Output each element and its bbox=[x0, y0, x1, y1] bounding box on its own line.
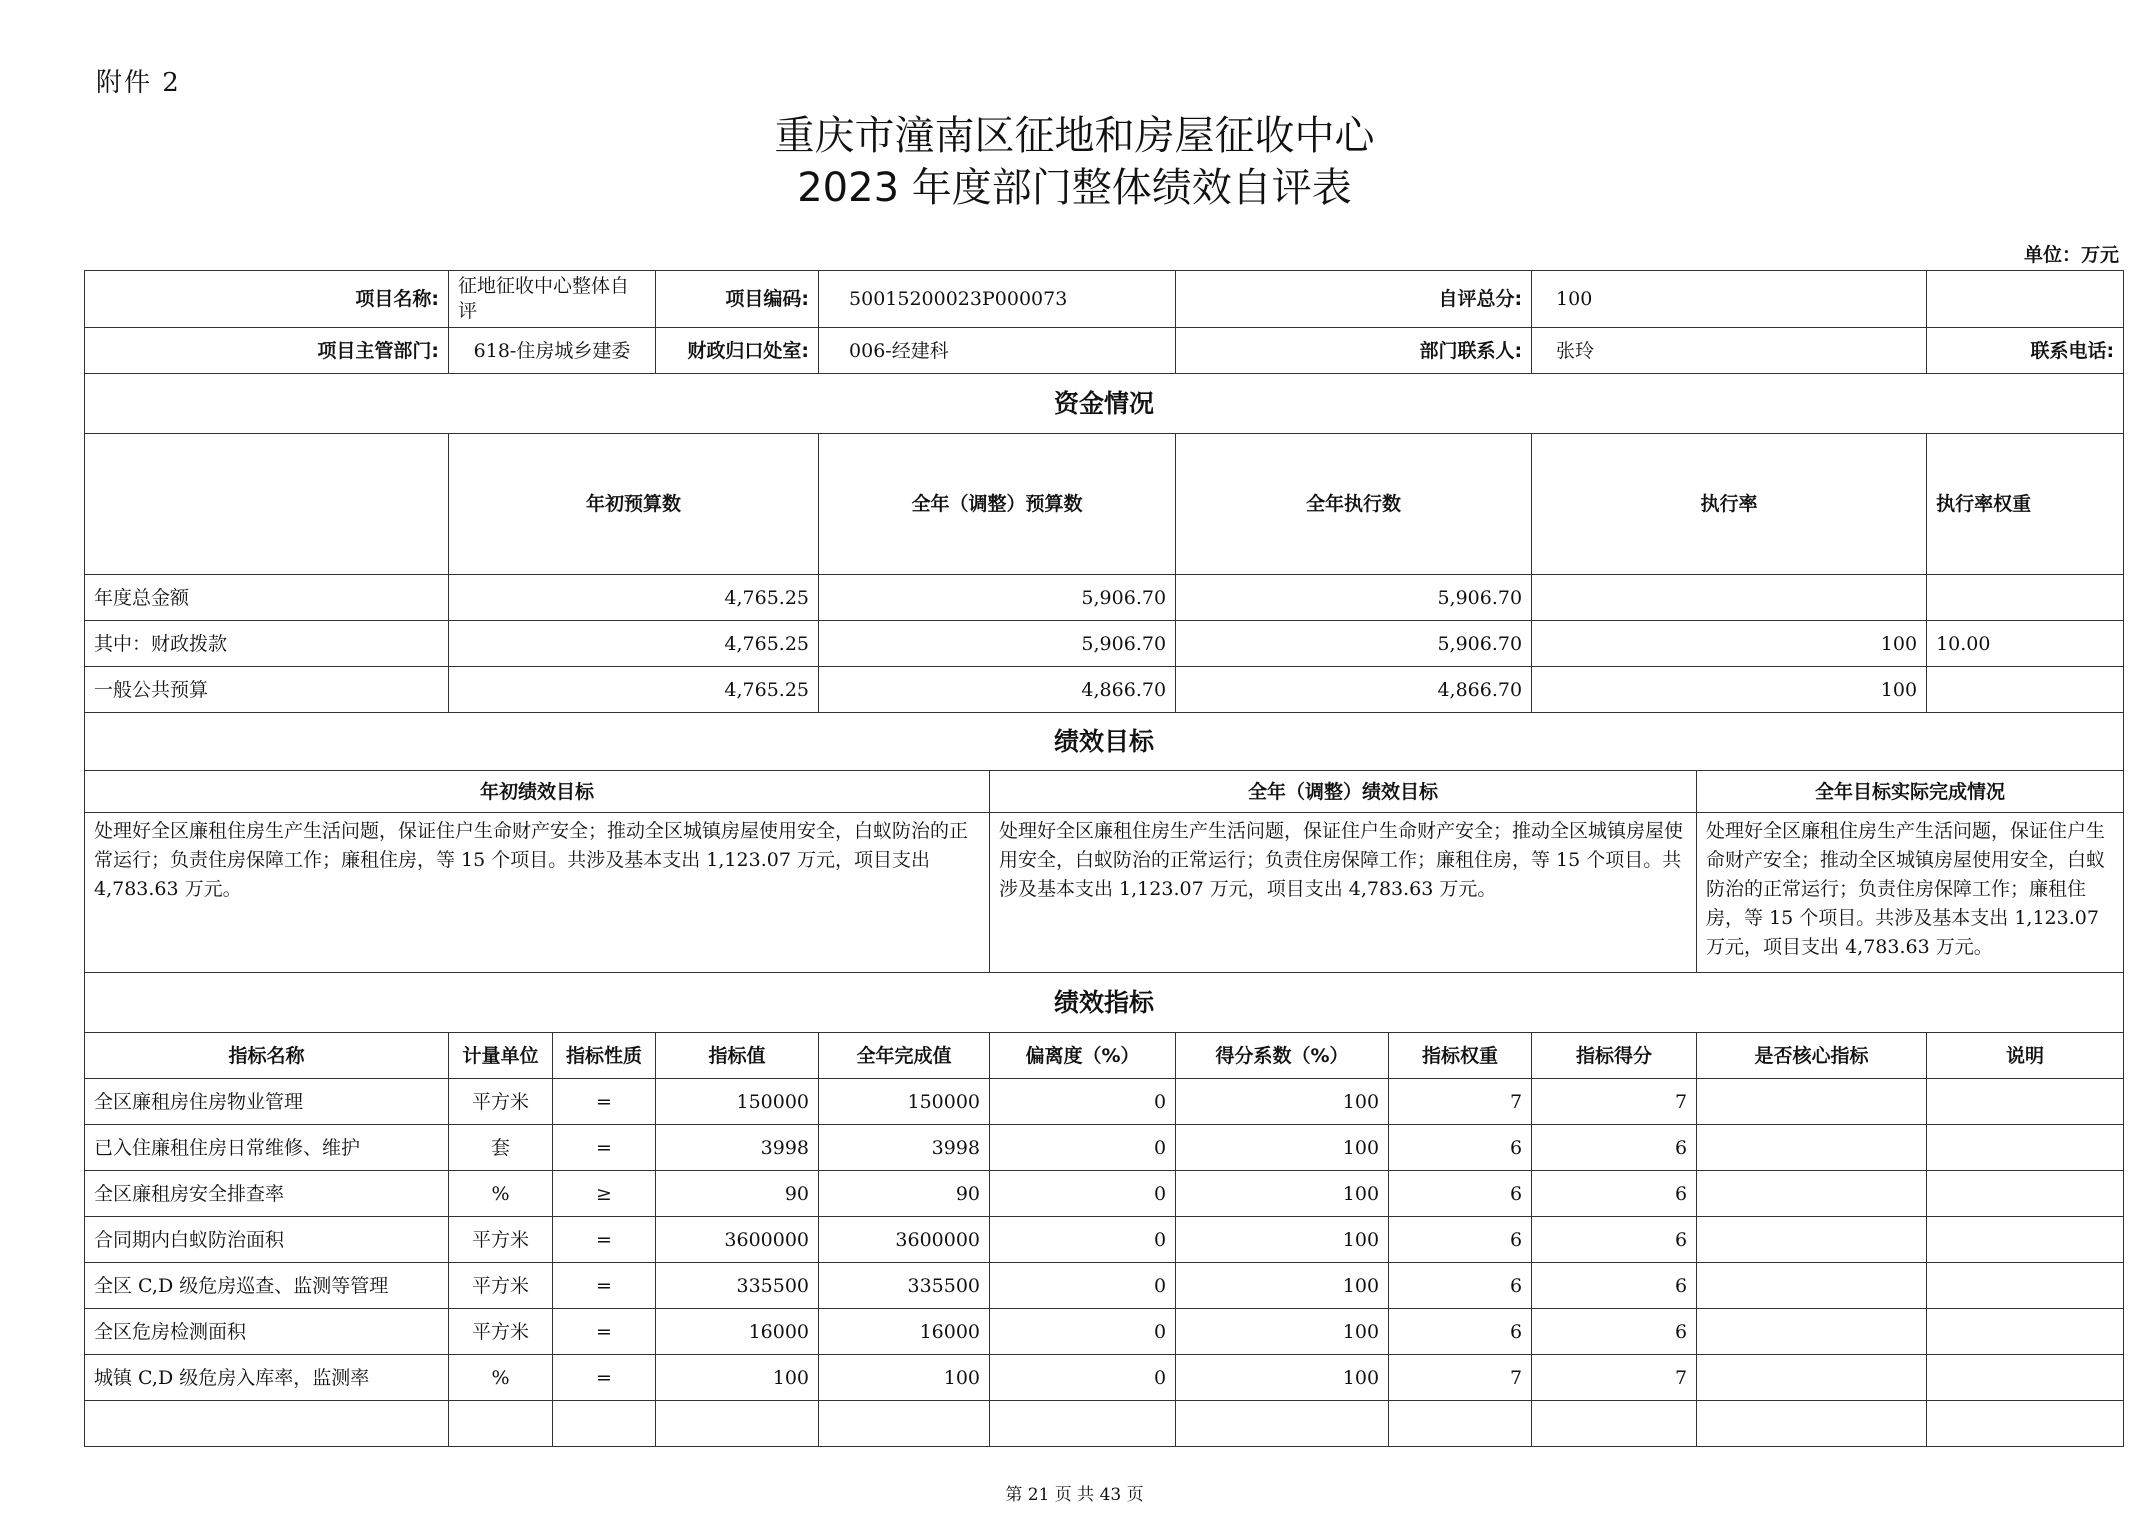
attachment-label: 附件 2 bbox=[96, 68, 181, 98]
empty-cell bbox=[990, 1401, 1176, 1447]
finance-office-value: 006-经建科 bbox=[819, 328, 1176, 374]
project-name-label: 项目名称: bbox=[85, 271, 449, 328]
indicator-nature: = bbox=[553, 1309, 656, 1355]
goals-content-row bbox=[85, 813, 2124, 973]
indicator-nature: = bbox=[553, 1263, 656, 1309]
indicator-note bbox=[1927, 1125, 2124, 1171]
indicator-target: 100 bbox=[656, 1355, 819, 1401]
indicator-name: 全区廉租房住房物业管理 bbox=[85, 1079, 449, 1125]
funds-adjusted: 5,906.70 bbox=[819, 575, 1176, 621]
empty-cell bbox=[553, 1401, 656, 1447]
indicators-header-row bbox=[85, 1033, 2124, 1079]
goals-header-adjusted: 全年（调整）绩效目标 bbox=[990, 771, 1697, 813]
evaluation-table bbox=[84, 270, 2124, 1447]
indicator-target: 16000 bbox=[656, 1309, 819, 1355]
indicator-score: 7 bbox=[1532, 1355, 1697, 1401]
indicator-actual: 100 bbox=[819, 1355, 990, 1401]
indicator-unit: % bbox=[449, 1355, 553, 1401]
goal-initial-text: 处理好全区廉租住房生产生活问题，保证住户生命财产安全；推动全区城镇房屋使用安全，白蚁防治的正常运行；负责住房保障工作；廉租住房，等 15 个项目。共涉及基本支出 1,123.07 万元，项目支出 4,783.63 万元。 bbox=[85, 813, 990, 973]
funds-rate: 100 bbox=[1532, 667, 1927, 713]
indicator-header: 偏离度（%） bbox=[990, 1033, 1176, 1079]
indicator-actual: 90 bbox=[819, 1171, 990, 1217]
funds-header: 执行率权重 bbox=[1927, 434, 2124, 575]
indicator-nature: = bbox=[553, 1355, 656, 1401]
funds-section-row bbox=[85, 374, 2124, 434]
indicator-target: 150000 bbox=[656, 1079, 819, 1125]
goals-section-title: 绩效目标 bbox=[85, 713, 2124, 771]
indicator-core bbox=[1697, 1171, 1927, 1217]
empty-cell bbox=[1927, 1401, 2124, 1447]
project-code-value: 50015200023P000073 bbox=[819, 271, 1176, 328]
indicator-name: 城镇 C,D 级危房入库率，监测率 bbox=[85, 1355, 449, 1401]
indicator-name: 全区廉租房安全排查率 bbox=[85, 1171, 449, 1217]
indicator-weight: 6 bbox=[1389, 1171, 1532, 1217]
empty-cell bbox=[85, 434, 449, 575]
indicator-core bbox=[1697, 1217, 1927, 1263]
goals-header-row bbox=[85, 771, 2124, 813]
indicator-name: 全区危房检测面积 bbox=[85, 1309, 449, 1355]
indicator-coef: 100 bbox=[1176, 1171, 1389, 1217]
contact-value: 张玲 bbox=[1532, 328, 1927, 374]
funds-rate bbox=[1532, 575, 1927, 621]
indicator-unit: 平方米 bbox=[449, 1263, 553, 1309]
funds-rate: 100 bbox=[1532, 621, 1927, 667]
indicator-weight: 6 bbox=[1389, 1125, 1532, 1171]
empty-cell bbox=[819, 1401, 990, 1447]
funds-row bbox=[85, 621, 2124, 667]
unit-label: 单位：万元 bbox=[2023, 244, 2119, 266]
indicator-header: 计量单位 bbox=[449, 1033, 553, 1079]
indicator-note bbox=[1927, 1263, 2124, 1309]
indicator-score: 6 bbox=[1532, 1263, 1697, 1309]
indicator-deviation: 0 bbox=[990, 1217, 1176, 1263]
funds-executed: 5,906.70 bbox=[1176, 575, 1532, 621]
total-score-label: 自评总分: bbox=[1176, 271, 1532, 328]
goals-section-row bbox=[85, 713, 2124, 771]
indicator-header: 指标权重 bbox=[1389, 1033, 1532, 1079]
indicator-actual: 335500 bbox=[819, 1263, 990, 1309]
indicator-weight: 7 bbox=[1389, 1079, 1532, 1125]
indicator-core bbox=[1697, 1125, 1927, 1171]
funds-row-name: 一般公共预算 bbox=[85, 667, 449, 713]
indicator-unit: 套 bbox=[449, 1125, 553, 1171]
indicator-deviation: 0 bbox=[990, 1125, 1176, 1171]
indicator-unit: 平方米 bbox=[449, 1309, 553, 1355]
funds-weight bbox=[1927, 667, 2124, 713]
indicator-header: 说明 bbox=[1927, 1033, 2124, 1079]
indicator-header: 全年完成值 bbox=[819, 1033, 990, 1079]
phone-label: 联系电话: bbox=[1927, 328, 2124, 374]
indicator-coef: 100 bbox=[1176, 1309, 1389, 1355]
empty-cell bbox=[1176, 1401, 1389, 1447]
funds-row bbox=[85, 575, 2124, 621]
indicator-coef: 100 bbox=[1176, 1263, 1389, 1309]
contact-label: 部门联系人: bbox=[1176, 328, 1532, 374]
empty-cell bbox=[449, 1401, 553, 1447]
funds-adjusted: 4,866.70 bbox=[819, 667, 1176, 713]
indicator-coef: 100 bbox=[1176, 1079, 1389, 1125]
funds-executed: 5,906.70 bbox=[1176, 621, 1532, 667]
indicator-target: 90 bbox=[656, 1171, 819, 1217]
indicator-header: 指标值 bbox=[656, 1033, 819, 1079]
indicator-core bbox=[1697, 1263, 1927, 1309]
indicators-section-title: 绩效指标 bbox=[85, 973, 2124, 1033]
indicator-nature: = bbox=[553, 1125, 656, 1171]
funds-header: 全年（调整）预算数 bbox=[819, 434, 1176, 575]
funds-executed: 4,866.70 bbox=[1176, 667, 1532, 713]
title-line-1: 重庆市潼南区征地和房屋征收中心 bbox=[774, 113, 1375, 159]
indicator-note bbox=[1927, 1171, 2124, 1217]
indicator-row bbox=[85, 1171, 2124, 1217]
indicator-nature: = bbox=[553, 1217, 656, 1263]
goals-header-initial: 年初绩效目标 bbox=[85, 771, 990, 813]
indicator-note bbox=[1927, 1079, 2124, 1125]
funds-header: 执行率 bbox=[1532, 434, 1927, 575]
indicator-deviation: 0 bbox=[990, 1263, 1176, 1309]
indicator-deviation: 0 bbox=[990, 1355, 1176, 1401]
project-name-value: 征地征收中心整体自评 bbox=[449, 271, 656, 328]
funds-header: 全年执行数 bbox=[1176, 434, 1532, 575]
funds-initial: 4,765.25 bbox=[449, 621, 819, 667]
indicator-coef: 100 bbox=[1176, 1355, 1389, 1401]
indicator-row bbox=[85, 1263, 2124, 1309]
total-score-value: 100 bbox=[1532, 271, 1927, 328]
indicator-nature: ≥ bbox=[553, 1171, 656, 1217]
empty-cell bbox=[1389, 1401, 1532, 1447]
project-code-label: 项目编码: bbox=[656, 271, 819, 328]
empty-table-row bbox=[85, 1401, 2124, 1447]
dept-value: 618-住房城乡建委 bbox=[449, 328, 656, 374]
empty-cell bbox=[1697, 1401, 1927, 1447]
info-row-2 bbox=[85, 328, 2124, 374]
indicator-core bbox=[1697, 1309, 1927, 1355]
indicators-section-row bbox=[85, 973, 2124, 1033]
indicator-actual: 3998 bbox=[819, 1125, 990, 1171]
goals-header-actual: 全年目标实际完成情况 bbox=[1697, 771, 2124, 813]
indicator-header: 指标得分 bbox=[1532, 1033, 1697, 1079]
indicator-score: 6 bbox=[1532, 1125, 1697, 1171]
indicator-nature: = bbox=[553, 1079, 656, 1125]
indicator-row bbox=[85, 1125, 2124, 1171]
indicator-core bbox=[1697, 1355, 1927, 1401]
funds-adjusted: 5,906.70 bbox=[819, 621, 1176, 667]
empty-cell bbox=[656, 1401, 819, 1447]
indicator-target: 3600000 bbox=[656, 1217, 819, 1263]
funds-row-name: 年度总金额 bbox=[85, 575, 449, 621]
indicator-header: 指标名称 bbox=[85, 1033, 449, 1079]
funds-header: 年初预算数 bbox=[449, 434, 819, 575]
indicator-target: 335500 bbox=[656, 1263, 819, 1309]
indicator-score: 6 bbox=[1532, 1217, 1697, 1263]
indicator-actual: 16000 bbox=[819, 1309, 990, 1355]
indicator-score: 6 bbox=[1532, 1309, 1697, 1355]
indicator-core bbox=[1697, 1079, 1927, 1125]
indicator-deviation: 0 bbox=[990, 1309, 1176, 1355]
page-footer: 第 21 页 共 43 页 bbox=[1005, 1485, 1144, 1505]
funds-section-title: 资金情况 bbox=[85, 374, 2124, 434]
page-title bbox=[0, 110, 2149, 214]
indicator-row bbox=[85, 1217, 2124, 1263]
funds-header-row bbox=[85, 434, 2124, 575]
funds-row-name: 其中：财政拨款 bbox=[85, 621, 449, 667]
empty-cell bbox=[85, 1401, 449, 1447]
indicator-unit: % bbox=[449, 1171, 553, 1217]
empty-cell bbox=[1532, 1401, 1697, 1447]
info-row-1 bbox=[85, 271, 2124, 328]
funds-initial: 4,765.25 bbox=[449, 667, 819, 713]
indicator-note bbox=[1927, 1309, 2124, 1355]
indicator-header: 得分系数（%） bbox=[1176, 1033, 1389, 1079]
funds-weight bbox=[1927, 575, 2124, 621]
indicator-weight: 6 bbox=[1389, 1263, 1532, 1309]
indicator-name: 合同期内白蚁防治面积 bbox=[85, 1217, 449, 1263]
indicator-header: 是否核心指标 bbox=[1697, 1033, 1927, 1079]
finance-office-label: 财政归口处室: bbox=[656, 328, 819, 374]
funds-weight: 10.00 bbox=[1927, 621, 2124, 667]
indicator-score: 6 bbox=[1532, 1171, 1697, 1217]
indicator-header: 指标性质 bbox=[553, 1033, 656, 1079]
indicator-target: 3998 bbox=[656, 1125, 819, 1171]
indicator-name: 全区 C,D 级危房巡查、监测等管理 bbox=[85, 1263, 449, 1309]
indicator-score: 7 bbox=[1532, 1079, 1697, 1125]
indicator-deviation: 0 bbox=[990, 1171, 1176, 1217]
empty-cell bbox=[1927, 271, 2124, 328]
indicator-row bbox=[85, 1355, 2124, 1401]
indicator-unit: 平方米 bbox=[449, 1217, 553, 1263]
indicator-note bbox=[1927, 1355, 2124, 1401]
dept-label: 项目主管部门: bbox=[85, 328, 449, 374]
indicator-coef: 100 bbox=[1176, 1125, 1389, 1171]
indicator-weight: 6 bbox=[1389, 1217, 1532, 1263]
indicator-actual: 3600000 bbox=[819, 1217, 990, 1263]
indicator-row bbox=[85, 1309, 2124, 1355]
indicator-name: 已入住廉租住房日常维修、维护 bbox=[85, 1125, 449, 1171]
indicator-weight: 7 bbox=[1389, 1355, 1532, 1401]
goal-adjusted-text: 处理好全区廉租住房生产生活问题，保证住户生命财产安全；推动全区城镇房屋使用安全，白蚁防治的正常运行；负责住房保障工作；廉租住房，等 15 个项目。共涉及基本支出 1,123.07 万元，项目支出 4,783.63 万元。 bbox=[990, 813, 1697, 973]
indicator-deviation: 0 bbox=[990, 1079, 1176, 1125]
indicator-coef: 100 bbox=[1176, 1217, 1389, 1263]
funds-initial: 4,765.25 bbox=[449, 575, 819, 621]
title-line-2: 2023 年度部门整体绩效自评表 bbox=[797, 165, 1352, 211]
indicator-actual: 150000 bbox=[819, 1079, 990, 1125]
indicator-row bbox=[85, 1079, 2124, 1125]
indicator-note bbox=[1927, 1217, 2124, 1263]
indicator-weight: 6 bbox=[1389, 1309, 1532, 1355]
funds-row bbox=[85, 667, 2124, 713]
indicator-unit: 平方米 bbox=[449, 1079, 553, 1125]
goal-actual-text: 处理好全区廉租住房生产生活问题，保证住户生命财产安全；推动全区城镇房屋使用安全，白蚁防治的正常运行；负责住房保障工作；廉租住房，等 15 个项目。共涉及基本支出 1,123.07 万元，项目支出 4,783.63 万元。 bbox=[1697, 813, 2124, 973]
